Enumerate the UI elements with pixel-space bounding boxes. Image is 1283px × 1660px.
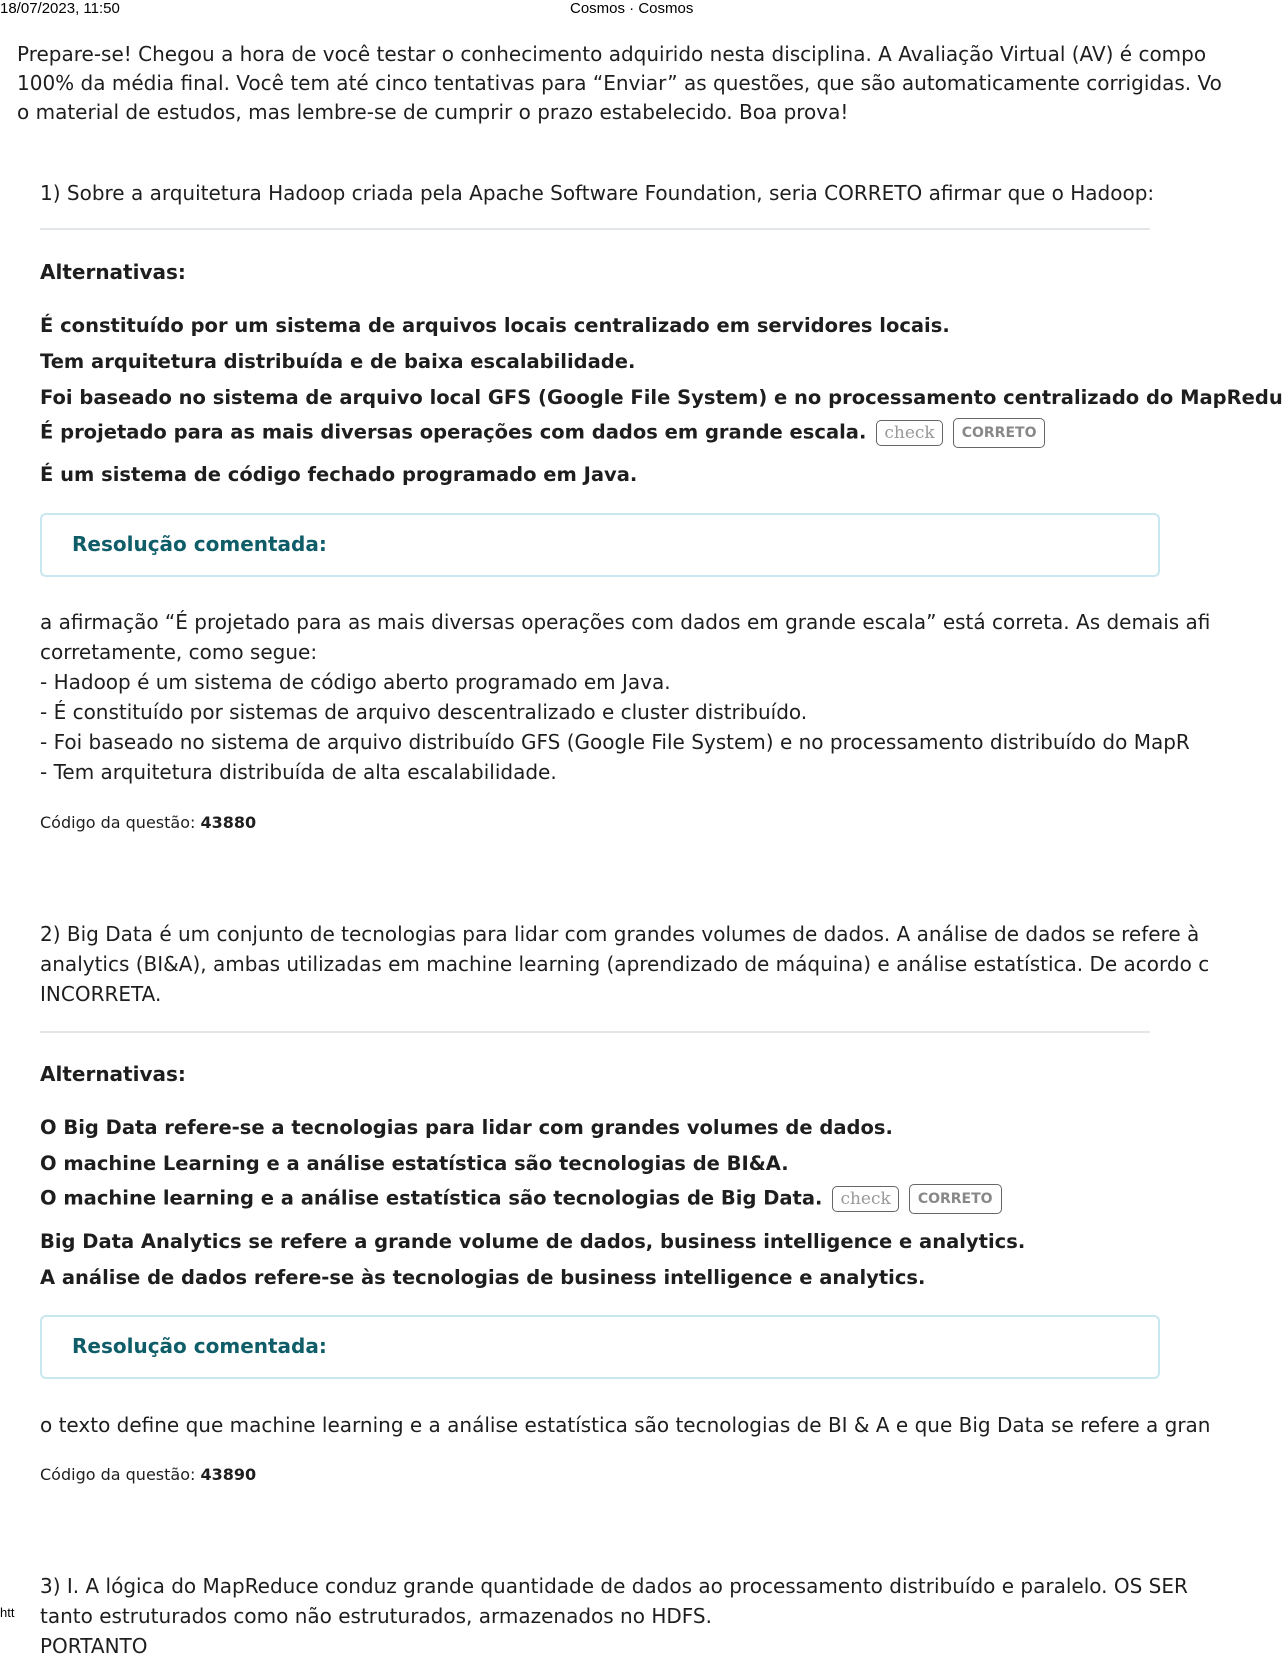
check-badge: check bbox=[832, 1186, 898, 1212]
print-title: Cosmos · Cosmos bbox=[570, 0, 694, 17]
q2-resolution-title: Resolução comentada: bbox=[72, 1334, 327, 1358]
q3-statement: tanto estruturados como não estruturados, armazenados no HDFS. bbox=[40, 1604, 712, 1628]
q1-resolution-line: - Hadoop é um sistema de código aberto programado em Java. bbox=[40, 670, 671, 694]
q1-alternative-text: É projetado para as mais diversas operações com dados em grande escala. bbox=[40, 420, 867, 444]
q3-statement: 3) I. A lógica do MapReduce conduz grande quantidade de dados ao processamento distribuído e paralelo. OS SER bbox=[40, 1574, 1188, 1598]
q1-resolution-box bbox=[40, 513, 1160, 577]
q2-code-value: 43890 bbox=[200, 1465, 257, 1484]
q1-alternative[interactable]: Tem arquitetura distribuída e de baixa escalabilidade. bbox=[40, 350, 636, 373]
intro-line: 100% da média final. Você tem até cinco tentativas para “Enviar” as questões, que são automaticamente corrigidas. Vo bbox=[17, 71, 1222, 95]
q1-divider bbox=[40, 228, 1150, 230]
q1-alternative[interactable]: É constituído por um sistema de arquivos locais centralizado em servidores locais. bbox=[40, 314, 950, 337]
print-footer-url: htt bbox=[0, 1605, 15, 1620]
q1-resolution-line: corretamente, como segue: bbox=[40, 640, 318, 664]
q2-statement: analytics (BI&A), ambas utilizadas em machine learning (aprendizado de máquina) e análise estatística. De acordo c bbox=[40, 952, 1210, 976]
q1-statement: 1) Sobre a arquitetura Hadoop criada pela Apache Software Foundation, seria CORRETO afirmar que o Hadoop: bbox=[40, 181, 1155, 205]
correct-badge: CORRETO bbox=[953, 418, 1046, 448]
q2-alternatives-label: Alternativas: bbox=[40, 1062, 186, 1086]
q2-resolution-line: o texto define que machine learning e a análise estatística são tecnologias de BI & A e que Big Data se refere a gran bbox=[40, 1413, 1211, 1437]
q1-resolution-title: Resolução comentada: bbox=[72, 532, 327, 556]
check-badge: check bbox=[876, 420, 942, 446]
q1-alternative-correct[interactable] bbox=[40, 418, 1045, 448]
q1-code-value: 43880 bbox=[200, 813, 257, 832]
q1-alternatives-label: Alternativas: bbox=[40, 260, 186, 284]
q3-statement: PORTANTO bbox=[40, 1634, 148, 1658]
q1-alternative[interactable]: É um sistema de código fechado programado em Java. bbox=[40, 463, 638, 486]
q1-resolution-line: - Tem arquitetura distribuída de alta escalabilidade. bbox=[40, 760, 557, 784]
q1-code-label: Código da questão: bbox=[40, 813, 196, 832]
q2-statement: INCORRETA. bbox=[40, 982, 162, 1006]
q2-alternative[interactable]: O machine Learning e a análise estatística são tecnologias de BI&A. bbox=[40, 1152, 789, 1175]
q1-resolution-line: a afirmação “É projetado para as mais diversas operações com dados em grande escala” está correta. As demais afi bbox=[40, 610, 1211, 634]
q2-alternative[interactable]: Big Data Analytics se refere a grande volume de dados, business intelligence e analytics. bbox=[40, 1230, 1026, 1253]
q1-code bbox=[40, 813, 256, 832]
q2-code bbox=[40, 1465, 256, 1484]
intro-line: o material de estudos, mas lembre-se de cumprir o prazo estabelecido. Boa prova! bbox=[17, 100, 849, 124]
q2-alternative[interactable]: A análise de dados refere-se às tecnologias de business intelligence e analytics. bbox=[40, 1266, 926, 1289]
print-date: 18/07/2023, 11:50 bbox=[0, 0, 120, 17]
q1-alternative[interactable]: Foi baseado no sistema de arquivo local GFS (Google File System) e no processamento centralizado do MapRedu bbox=[40, 386, 1283, 409]
q2-alternative-text: O machine learning e a análise estatística são tecnologias de Big Data. bbox=[40, 1186, 823, 1210]
q2-divider bbox=[40, 1031, 1150, 1033]
intro-line: Prepare-se! Chegou a hora de você testar o conhecimento adquirido nesta disciplina. A Avaliação Virtual (AV) é compo bbox=[17, 42, 1207, 66]
q1-resolution-line: - Foi baseado no sistema de arquivo distribuído GFS (Google File System) e no processamento distribuído do MapR bbox=[40, 730, 1190, 754]
q2-alternative-correct[interactable] bbox=[40, 1184, 1002, 1214]
correct-badge: CORRETO bbox=[909, 1184, 1002, 1214]
q1-resolution-line: - É constituído por sistemas de arquivo descentralizado e cluster distribuído. bbox=[40, 700, 808, 724]
q2-alternative[interactable]: O Big Data refere-se a tecnologias para lidar com grandes volumes de dados. bbox=[40, 1116, 893, 1139]
q2-code-label: Código da questão: bbox=[40, 1465, 196, 1484]
q2-statement: 2) Big Data é um conjunto de tecnologias para lidar com grandes volumes de dados. A análise de dados se refere à bbox=[40, 922, 1200, 946]
q2-resolution-box bbox=[40, 1315, 1160, 1379]
